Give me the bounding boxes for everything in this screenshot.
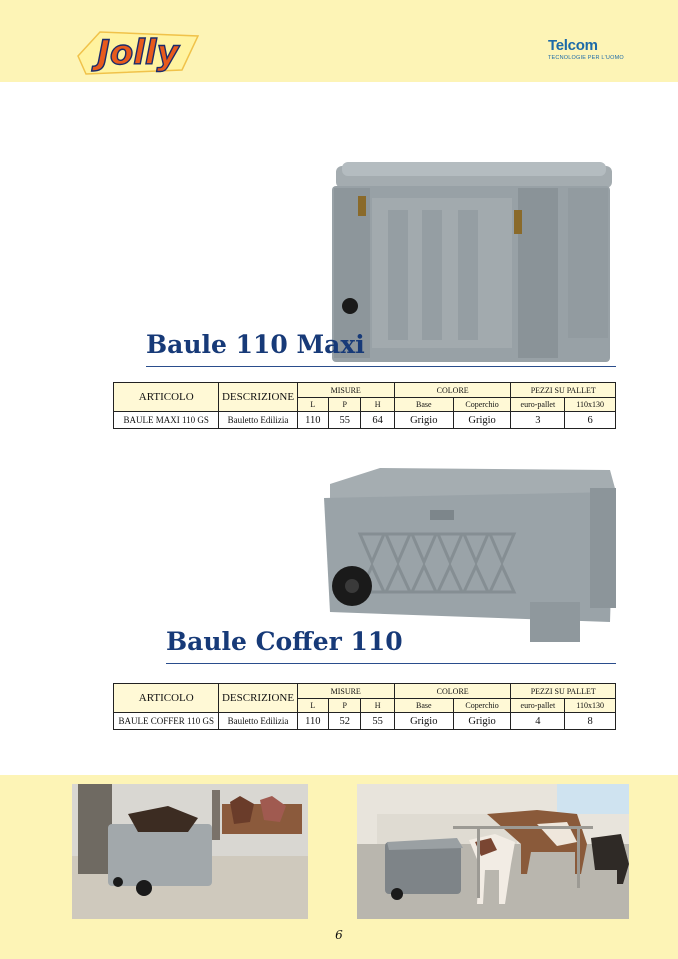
telcom-logo (548, 38, 632, 66)
header-euro-pallet: euro-pallet (511, 699, 565, 713)
header-misure: MISURE (297, 383, 394, 398)
title-underline (166, 663, 616, 664)
table-row (114, 713, 616, 730)
product-title-coffer: Baule Coffer 110 (166, 627, 403, 656)
svg-text:Jolly: Jolly (97, 33, 179, 73)
cell-p: 55 (328, 412, 360, 429)
cell-p: 52 (328, 713, 360, 730)
cell-l: 110 (297, 713, 328, 730)
header-descrizione: DESCRIZIONE (219, 383, 297, 412)
header-descrizione: DESCRIZIONE (219, 684, 297, 713)
baule-coffer-image (320, 462, 620, 648)
header-misure: MISURE (297, 684, 394, 699)
product-title-maxi: Baule 110 Maxi (146, 330, 365, 359)
header-h: H (361, 398, 394, 412)
header-euro-pallet: euro-pallet (511, 398, 565, 412)
cell-descrizione: Bauletto Edilizia (219, 713, 297, 730)
header-l: L (297, 699, 328, 713)
cell-euro-pallet: 4 (511, 713, 565, 730)
title-underline (146, 366, 616, 367)
cell-articolo: BAULE MAXI 110 GS (114, 412, 219, 429)
cell-coperchio: Grigio (453, 713, 511, 730)
cell-110x130: 6 (565, 412, 616, 429)
cell-euro-pallet: 3 (511, 412, 565, 429)
page-number: 6 (335, 928, 343, 942)
cell-base: Grigio (394, 412, 453, 429)
spec-table-coffer (113, 683, 616, 730)
telcom-name: Telcom (548, 37, 598, 54)
cell-articolo: BAULE COFFER 110 GS (114, 713, 219, 730)
header-h: H (361, 699, 394, 713)
header-110x130: 110x130 (565, 398, 616, 412)
header-110x130: 110x130 (565, 699, 616, 713)
header-p: P (328, 398, 360, 412)
jolly-logo (72, 22, 204, 78)
header-articolo: ARTICOLO (114, 684, 219, 713)
stable-photo-left (72, 784, 308, 919)
header-pezzi: PEZZI SU PALLET (511, 383, 616, 398)
header-colore: COLORE (394, 684, 511, 699)
telcom-tagline: TECNOLOGIE PER L'UOMO (548, 55, 624, 61)
header-base: Base (394, 699, 453, 713)
cell-base: Grigio (394, 713, 453, 730)
header-l: L (297, 398, 328, 412)
header-colore: COLORE (394, 383, 511, 398)
header-base: Base (394, 398, 453, 412)
cell-110x130: 8 (565, 713, 616, 730)
header-coperchio: Coperchio (453, 699, 511, 713)
header-coperchio: Coperchio (453, 398, 511, 412)
cell-h: 55 (361, 713, 394, 730)
header-p: P (328, 699, 360, 713)
spec-table-maxi (113, 382, 616, 429)
header-pezzi: PEZZI SU PALLET (511, 684, 616, 699)
cell-descrizione: Bauletto Edilizia (219, 412, 297, 429)
cell-coperchio: Grigio (453, 412, 511, 429)
cell-h: 64 (361, 412, 394, 429)
pony-photo-right (357, 784, 629, 919)
header-articolo: ARTICOLO (114, 383, 219, 412)
table-row (114, 412, 616, 429)
cell-l: 110 (297, 412, 328, 429)
baule-maxi-image (328, 160, 620, 370)
